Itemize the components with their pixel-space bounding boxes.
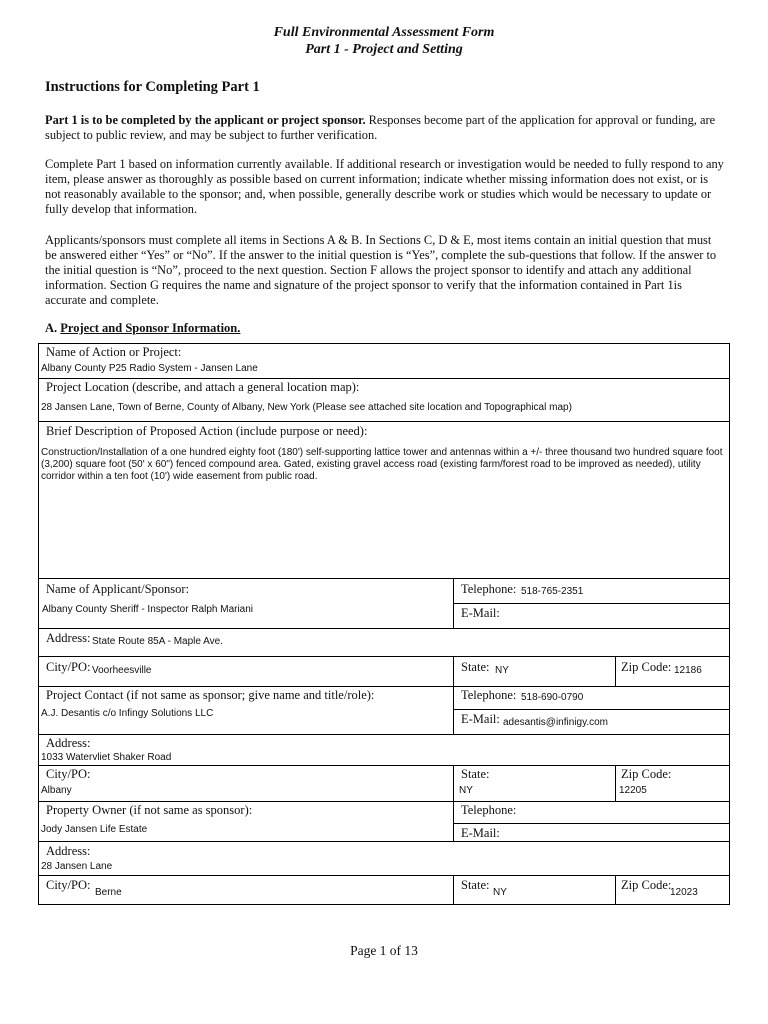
description-row — [39, 421, 729, 578]
contact-city-field[interactable]: Albany — [41, 785, 72, 796]
applicant-address-field[interactable]: State Route 85A - Maple Ave. — [92, 636, 224, 647]
contact-city-row — [39, 765, 729, 801]
applicant-address-row — [39, 628, 729, 656]
owner-city-row — [39, 875, 729, 905]
contact-row — [39, 686, 729, 734]
field-divider — [453, 823, 729, 824]
applicant-email-label: E-Mail: — [461, 606, 500, 620]
contact-field[interactable]: A.J. Desantis c/o Infingy Solutions LLC — [41, 708, 214, 719]
applicant-telephone-field[interactable]: 518-765-2351 — [521, 586, 584, 597]
instructions-p1-bold: Part 1 is to be completed by the applicant or project sponsor. — [45, 113, 366, 127]
applicant-state-label: State: — [461, 660, 490, 674]
applicant-city-label: City/PO: — [46, 660, 91, 674]
contact-email-field[interactable]: adesantis@infinigy.com — [503, 717, 609, 728]
applicant-address-label: Address: — [46, 631, 91, 645]
contact-telephone-label: Telephone: — [461, 688, 517, 702]
contact-address-field[interactable]: 1033 Watervliet Shaker Road — [41, 752, 172, 763]
field-divider — [453, 709, 729, 710]
contact-zip-field[interactable]: 12205 — [619, 785, 647, 796]
contact-address-label: Address: — [46, 736, 91, 750]
location-label: Project Location (describe, and attach a general location map): — [46, 380, 360, 394]
section-a-title: Project and Sponsor Information. — [60, 321, 241, 335]
instructions-heading: Instructions for Completing Part 1 — [45, 79, 260, 95]
applicant-row — [39, 578, 729, 628]
form-title: Full Environmental Assessment Form — [273, 25, 495, 40]
applicant-city-row — [39, 656, 729, 686]
owner-address-row — [39, 841, 729, 875]
field-divider — [453, 603, 729, 604]
owner-field[interactable]: Jody Jansen Life Estate — [41, 824, 148, 835]
contact-state-label: State: — [461, 767, 490, 781]
instructions-paragraph-2 — [45, 157, 725, 217]
contact-city-label: City/PO: — [46, 767, 91, 781]
owner-email-label: E-Mail: — [461, 826, 500, 840]
applicant-city-field[interactable]: Voorheesville — [92, 665, 152, 676]
column-divider — [453, 766, 454, 801]
instructions-p1-rest: Responses become part of the application for approval or funding, are subject to public review, and may be subject to further verification. — [45, 113, 716, 142]
action-label: Name of Action or Project: — [46, 345, 182, 359]
contact-telephone-field[interactable]: 518-690-0790 — [521, 692, 584, 703]
owner-state-label: State: — [461, 878, 490, 892]
owner-telephone-label: Telephone: — [461, 803, 517, 817]
project-sponsor-form — [38, 343, 730, 905]
column-divider — [453, 687, 454, 734]
column-divider — [615, 766, 616, 801]
owner-zip-field[interactable]: 12023 — [670, 887, 698, 898]
contact-label: Project Contact (if not same as sponsor; give name and title/role): — [46, 688, 375, 702]
applicant-zip-label: Zip Code: — [621, 660, 672, 674]
owner-zip-label: Zip Code: — [621, 878, 672, 892]
action-field[interactable]: Albany County P25 Radio System - Jansen Lane — [41, 363, 258, 374]
instructions-p3-text: Applicants/sponsors must complete all items in Sections A & B. In Sections C, D & E, most items contain an initial question that must be answered either “Yes” or “No”. If the answer to the initial question is “Yes”, complete the sub-questions that follow. If the answer to the initial question is “No”, proceed to the next question. Section F allows the project sponsor to identify and attach any additional information. Section G requires the name and signature of the project sponsor to verify that the information contained in Part 1is accurate and complete. — [45, 233, 717, 307]
column-divider — [453, 876, 454, 905]
contact-zip-label: Zip Code: — [621, 767, 672, 781]
location-field[interactable]: 28 Jansen Lane, Town of Berne, County of Albany, New York (Please see attached site location and Topographical map) — [41, 402, 572, 413]
description-field[interactable]: Construction/Installation of a one hundred eighty foot (180') self-supporting lattice tower and antennas within a +/- three thousand two hundred square foot (3,200) square foot (50' x 60") fenced compound area. Gated, existing gravel access road (existing farm/forest road to be improved as needed), utility corridor within a ten foot (10') wide easement from public road. — [41, 447, 723, 482]
page-number: Page 1 of 13 — [350, 943, 418, 958]
section-a-prefix: A. — [45, 321, 61, 335]
applicant-label: Name of Applicant/Sponsor: — [46, 582, 190, 596]
action-row — [39, 344, 729, 378]
owner-state-field[interactable]: NY — [493, 887, 507, 898]
owner-city-label: City/PO: — [46, 878, 91, 892]
applicant-state-field[interactable]: NY — [495, 665, 509, 676]
column-divider — [615, 876, 616, 905]
instructions-p2-text: Complete Part 1 based on information currently available. If additional research or investigation would be needed to fully respond to any item, please answer as thoroughly as possible based on current information; indicate whether missing information does not exist, or is not reasonably available to the sponsor; and, when possible, generally describe work or studies which would be necessary to update or fully develop that information. — [45, 157, 724, 216]
column-divider — [453, 657, 454, 686]
applicant-zip-field[interactable]: 12186 — [674, 665, 702, 676]
contact-address-row — [39, 734, 729, 765]
instructions-paragraph-3 — [45, 233, 725, 308]
form-subtitle: Part 1 - Project and Setting — [305, 42, 463, 57]
owner-row — [39, 801, 729, 841]
contact-email-label: E-Mail: — [461, 712, 500, 726]
owner-address-label: Address: — [46, 844, 91, 858]
contact-state-field[interactable]: NY — [459, 785, 473, 796]
description-label: Brief Description of Proposed Action (include purpose or need): — [46, 424, 368, 438]
section-a-heading — [45, 321, 240, 336]
owner-address-field[interactable]: 28 Jansen Lane — [41, 861, 113, 872]
location-row — [39, 378, 729, 421]
owner-label: Property Owner (if not same as sponsor): — [46, 803, 253, 817]
applicant-telephone-label: Telephone: — [461, 582, 517, 596]
column-divider — [453, 802, 454, 841]
owner-city-field[interactable]: Berne — [95, 887, 122, 898]
applicant-field[interactable]: Albany County Sheriff - Inspector Ralph Mariani — [42, 604, 254, 615]
column-divider — [615, 657, 616, 686]
instructions-paragraph-1 — [45, 113, 725, 143]
